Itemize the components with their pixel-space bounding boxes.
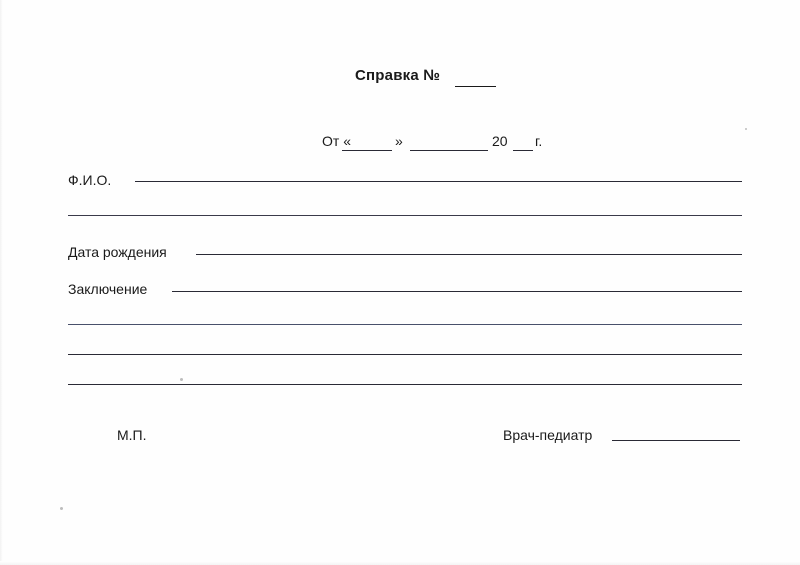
birth-date-label: Дата рождения [68, 244, 167, 260]
doctor-label: Врач-педиатр [503, 427, 593, 443]
conclusion-blank-line-3[interactable] [68, 354, 742, 355]
date-from-label: От « [322, 133, 351, 149]
page-title: Справка № [355, 67, 441, 84]
scan-speck [745, 128, 747, 130]
date-year-prefix: 20 [492, 133, 508, 149]
date-month-blank[interactable] [410, 150, 488, 151]
date-year-suffix: г. [535, 133, 543, 149]
full-name-label: Ф.И.О. [68, 172, 112, 188]
birth-date-blank-line[interactable] [196, 254, 742, 255]
conclusion-label: Заключение [68, 281, 148, 297]
scan-edge-left [0, 0, 3, 565]
date-day-blank[interactable] [342, 150, 392, 151]
doctor-signature-blank[interactable] [612, 440, 740, 441]
scan-edge-bottom [0, 561, 800, 565]
full-name-blank-line-2[interactable] [68, 215, 742, 216]
conclusion-blank-line-2[interactable] [68, 324, 742, 325]
scan-speck [180, 378, 183, 381]
certificate-number-blank[interactable] [455, 86, 496, 87]
conclusion-blank-line-4[interactable] [68, 384, 742, 385]
full-name-blank-line-1[interactable] [135, 181, 742, 182]
scan-speck [60, 507, 63, 510]
date-quote-close: » [395, 133, 403, 149]
date-year-blank[interactable] [513, 150, 533, 151]
conclusion-blank-line-1[interactable] [172, 291, 742, 292]
stamp-label: М.П. [117, 427, 147, 443]
